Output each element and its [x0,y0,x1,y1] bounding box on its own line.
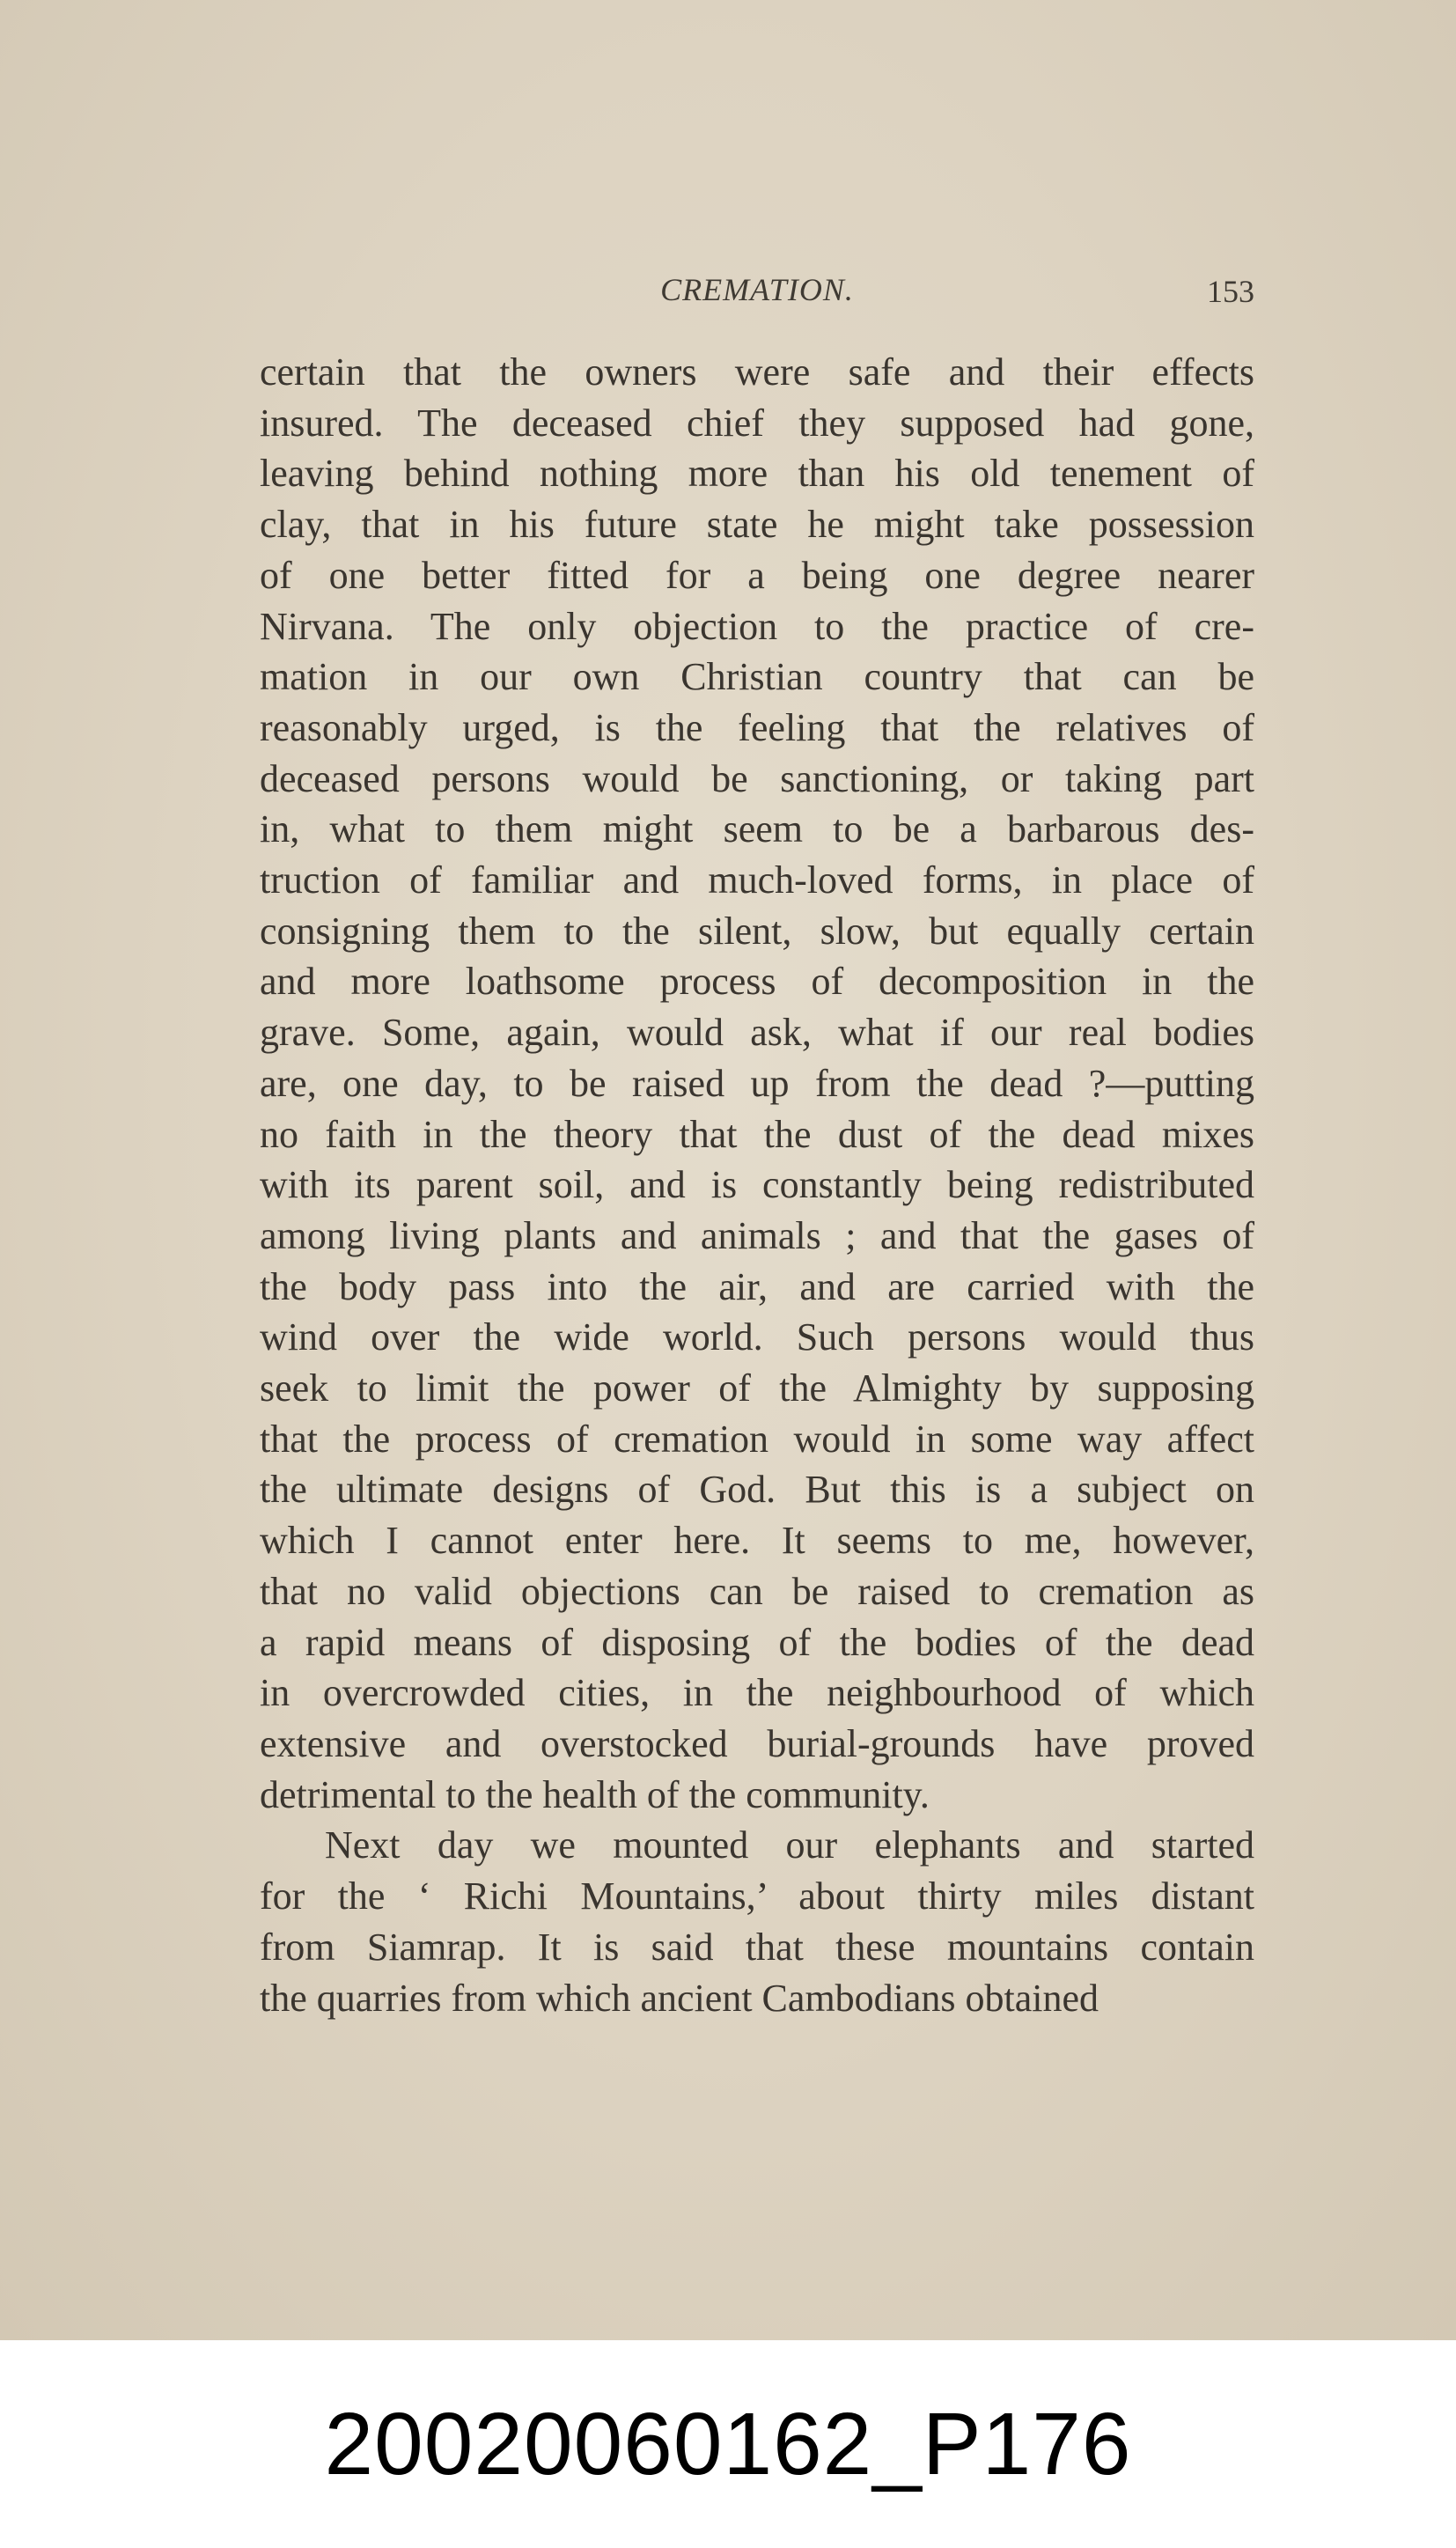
text-line: for the ‘ Richi Mountains,’ about thirty miles distant [260,1874,1254,1918]
text-line: seek to limit the power of the Almighty by supposing [260,1366,1254,1410]
text-line: a rapid means of disposing of the bodies of the dead [260,1620,1254,1664]
running-head [260,271,1254,315]
text-line: that the process of cremation would in some way affect [260,1417,1254,1461]
text-line: mation in our own Christian country that can be [260,655,1254,699]
text-line: certain that the owners were safe and their effects [260,350,1254,394]
text-line: truction of familiar and much-loved forms, in place of [260,858,1254,902]
text-line: of one better fitted for a being one degree nearer [260,553,1254,597]
paragraph [260,1820,1254,2023]
text-line: are, one day, to be raised up from the dead ?—putting [260,1061,1254,1105]
scan-identifier-caption: 20020060162_P176 [324,2395,1132,2493]
text-line: the quarries from which ancient Cambodians obtained [260,1976,1099,2020]
text-line: from Siamrap. It is said that these mountains contain [260,1925,1254,1969]
running-title: CREMATION. [660,272,854,307]
text-line: that no valid objections can be raised to cremation as [260,1569,1254,1613]
text-line: in, what to them might seem to be a barbarous des- [260,807,1254,851]
text-line: detrimental to the health of the community. [260,1772,930,1816]
text-line: extensive and overstocked burial-grounds have proved [260,1721,1254,1765]
text-line: the ultimate designs of God. But this is a subject on [260,1468,1254,1512]
text-line: deceased persons would be sanctioning, or taking part [260,756,1254,800]
text-line: Nirvana. The only objection to the practice of cre- [260,604,1254,648]
text-line: the body pass into the air, and are carried with the [260,1264,1254,1308]
text-line: no faith in the theory that the dust of the dead mixes [260,1112,1254,1156]
text-line: insured. The deceased chief they supposed had gone, [260,401,1254,445]
text-line: clay, that in his future state he might take possession [260,503,1254,547]
text-line: which I cannot enter here. It seems to me, however, [260,1519,1254,1563]
page-number: 153 [1207,274,1254,309]
text-line: consigning them to the silent, slow, but equally certain [260,909,1254,953]
text-line: Next day we mounted our elephants and started [325,1823,1254,1867]
text-line: and more loathsome process of decomposition in the [260,960,1254,1004]
text-line: grave. Some, again, would ask, what if our real bodies [260,1011,1254,1055]
paragraph [260,347,1254,1820]
body-text [260,347,1254,2023]
text-line: reasonably urged, is the feeling that the relatives of [260,705,1254,749]
text-line: among living plants and animals ; and that the gases of [260,1213,1254,1257]
text-line: wind over the wide world. Such persons would thus [260,1315,1254,1359]
text-line: in overcrowded cities, in the neighbourhood of which [260,1671,1254,1715]
text-line: with its parent soil, and is constantly being redistributed [260,1163,1254,1207]
text-line: leaving behind nothing more than his old tenement of [260,452,1254,496]
